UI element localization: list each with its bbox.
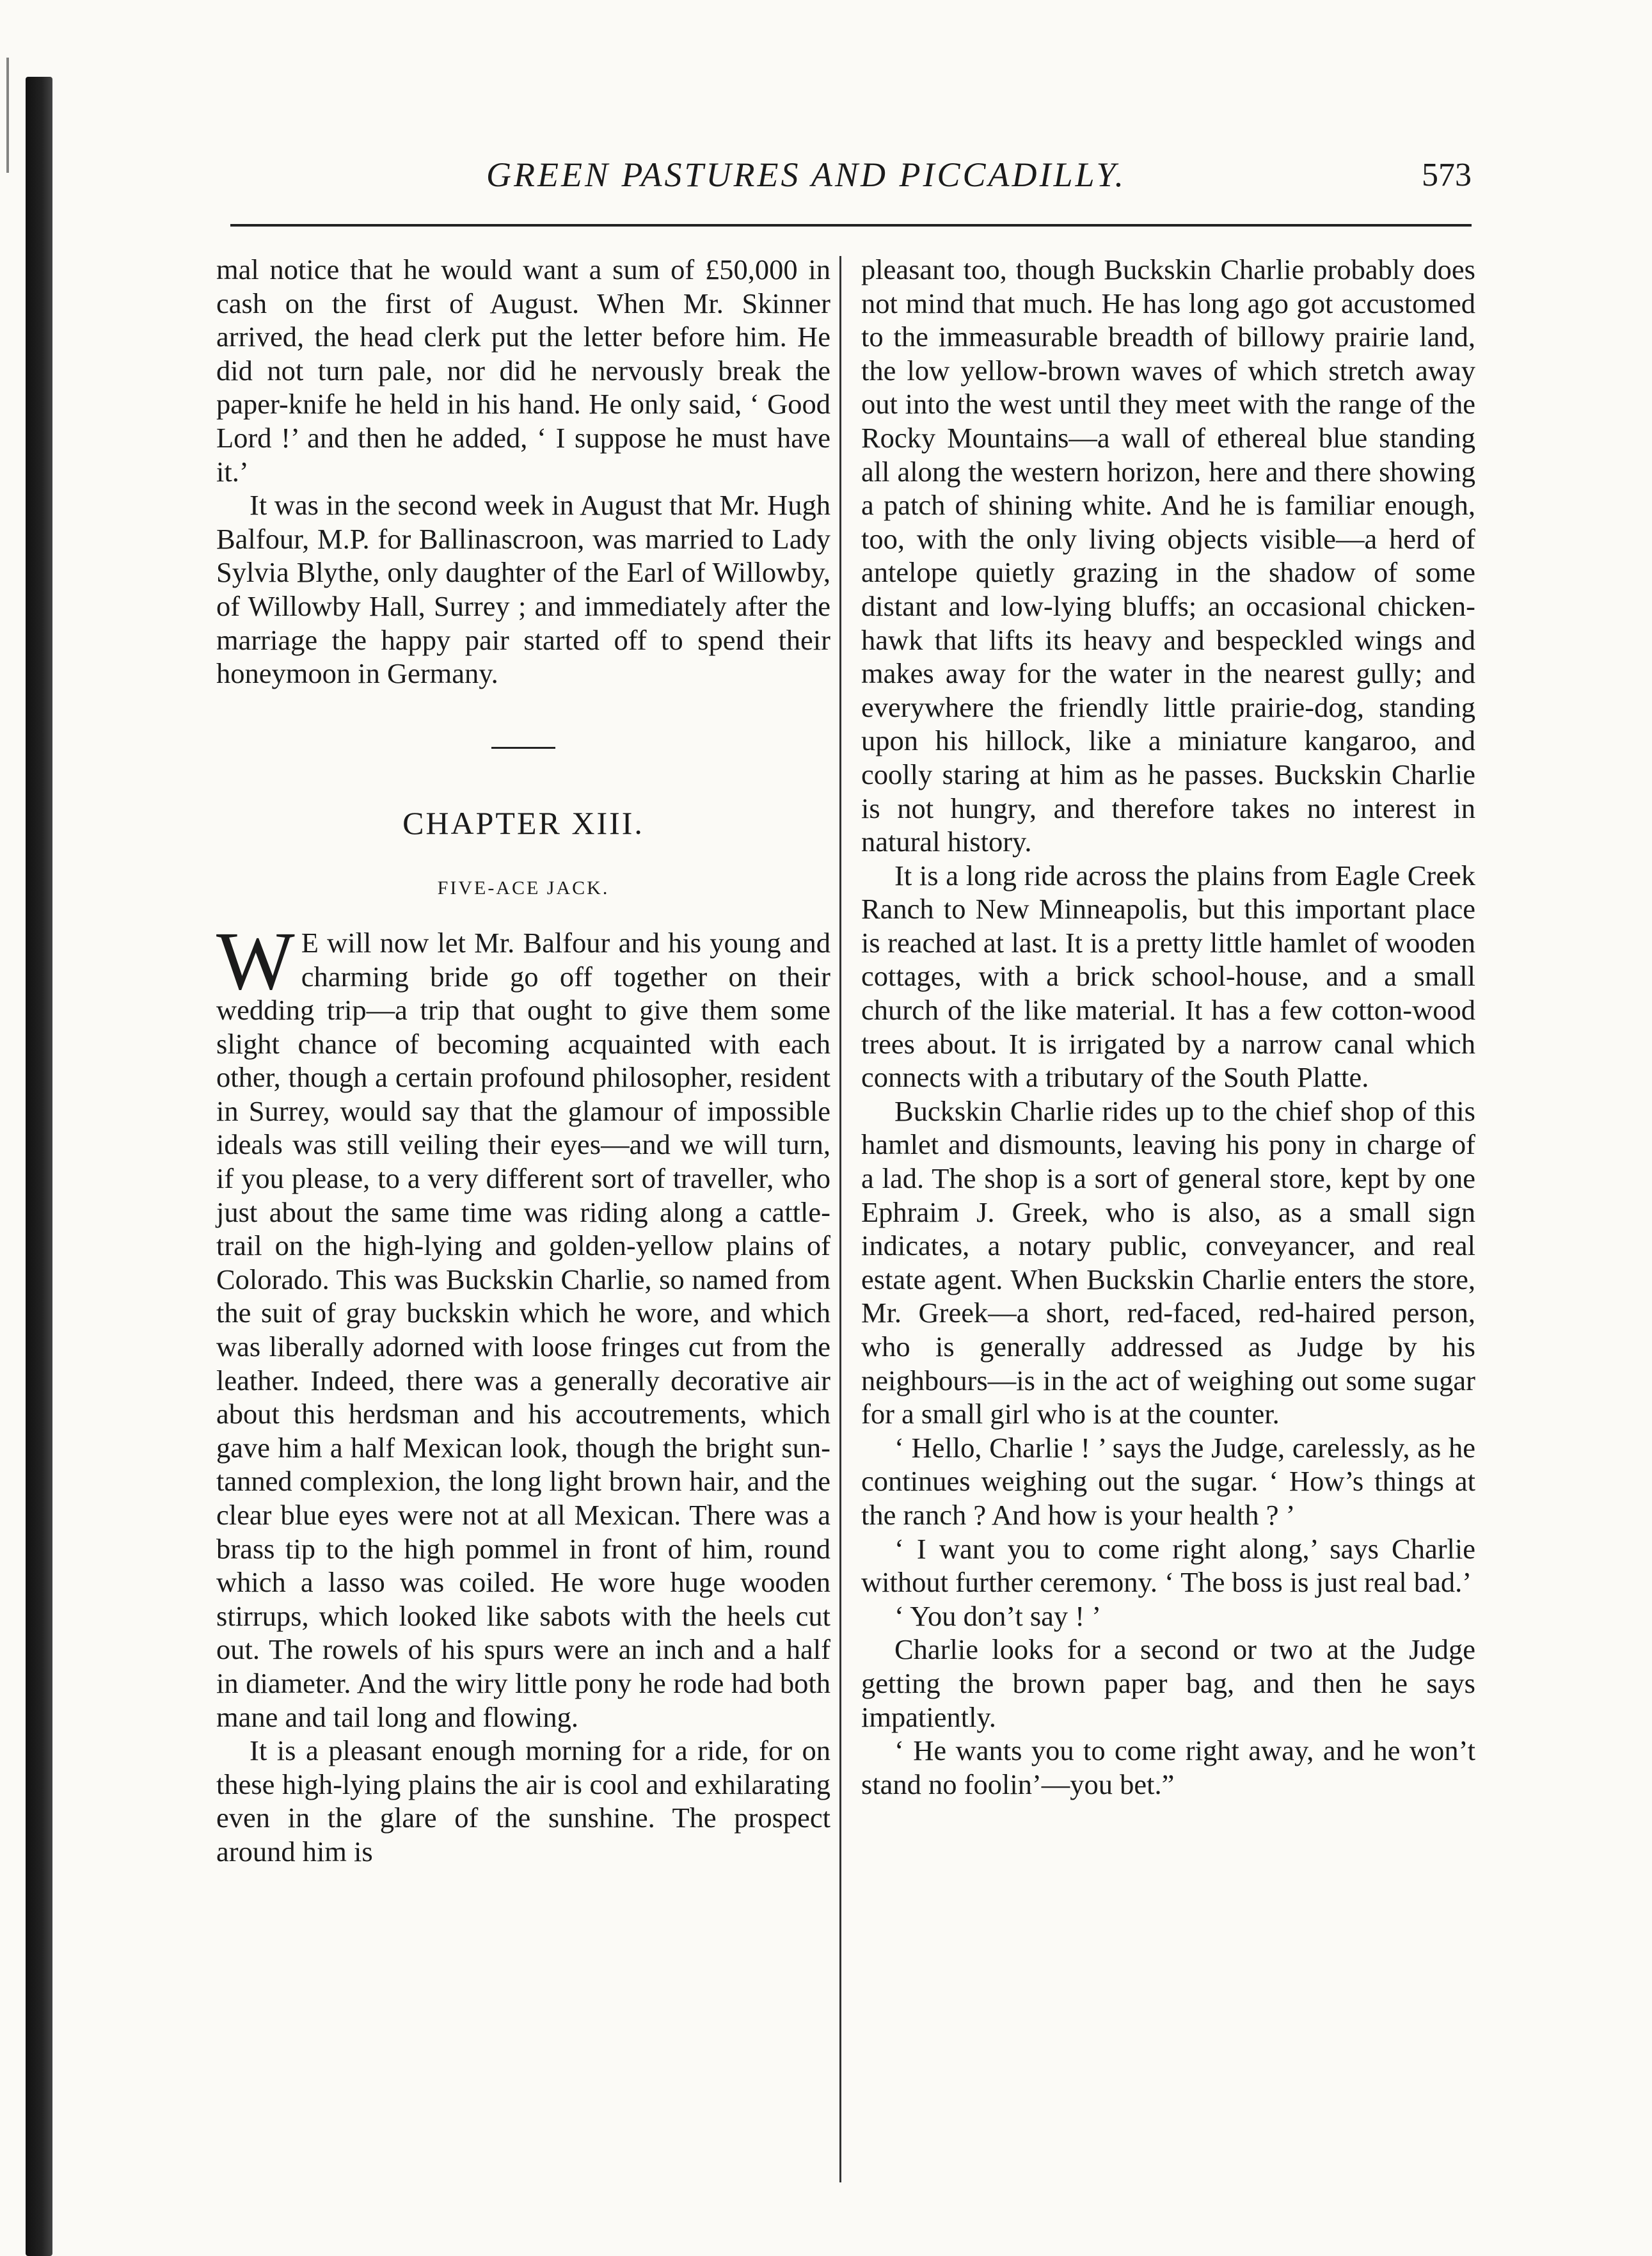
running-head: GREEN PASTURES AND PICCADILLY. — [486, 156, 1127, 194]
paragraph: Charlie looks for a second or two at the Judge getting the brown paper bag, and then he says impatiently. — [861, 1633, 1475, 1733]
paragraph: Buckskin Charlie rides up to the chief shop of this hamlet and dismounts, leaving his pony in charge of a lad. The shop is a sort of general store, kept by one Ephraim J. Greek, who is also, as a small sign indicates, a notary public, conveyancer, and real estate agent. When Buckskin Charlie enters the store, Mr. Greek—a short, red-faced, red-haired person, who is generally addressed as Judge by his neighbours—is in the act of weighing out some sugar for a small girl who is at the counter. — [861, 1094, 1475, 1430]
page-number: 573 — [1422, 157, 1472, 193]
page-edge-mark — [6, 58, 15, 173]
paragraph: ‘ You don’t say ! ’ — [894, 1599, 1102, 1632]
paragraph: It was in the second week in August that Mr. Hugh Balfour, M.P. for Ballinascroon, was married to Lady Sylvia Blythe, only daughter of the Earl of Willowby, of Willowby Hall, Surrey ; and immediately after the marriage the happy pair started off to spend their honeymoon in Germany. — [216, 489, 830, 690]
paragraph: It is a pleasant enough morning for a ride, for on these high-lying plains the air is cool and exhilarating even in the glare of the sunshine. The prospect around him is — [216, 1734, 830, 1868]
paragraph: ‘ Hello, Charlie ! ’ says the Judge, carelessly, as he continues weighing out the sugar. ‘ How’s things at the ranch ? And how is your health ? ’ — [861, 1431, 1475, 1531]
header-rule — [230, 224, 1472, 227]
paragraph-text: E will now let Mr. Balfour and his young and charming bride go off together on their wedding trip—a trip that ought to give them some slight chance of becoming acquainted with each other, though a certain profound philosopher, resident in Surrey, would say that the glamour of impossible ideals was still veiling their eyes—and we will turn, if you please, to a very different sort of traveller, who just about the same time was riding along a cattle-trail on the high-lying and golden-yellow plains of Colorado. This was Buckskin Charlie, so named from the suit of gray buckskin which he wore, and which was liberally adorned with loose fringes cut from the leather. Indeed, there was a generally decorative air about this herdsman and his accoutrements, which gave him a half Mexican look, though the bright sun-tanned complexion, the long light brown hair, and the clear blue eyes were not at all Mexican. There was a brass tip to the high pommel in front of him, round which a lasso was coiled. He wore huge wooden stirrups, which looked like sabots with the heels cut out. The rowels of his spurs were an inch and a half in diameter. And the wiry little pony he rode had both mane and tail long and flowing. — [216, 926, 830, 1733]
section-separator — [491, 747, 555, 749]
paragraph: ‘ I want you to come right along,’ says Charlie without further ceremony. ‘ The boss is just real bad.’ — [861, 1532, 1475, 1599]
left-column — [216, 253, 830, 1869]
paragraph: mal notice that he would want a sum of £50,000 in cash on the first of August. When Mr. Skinner arrived, the head clerk put the letter before him. He did not turn pale, nor did he nervously break the paper-knife he held in his hand. He only said, ‘ Good Lord !’ and then he added, ‘ I suppose he must have it.’ — [216, 253, 830, 488]
paragraph: It is a long ride across the plains from Eagle Creek Ranch to New Minneapolis, but this important place is reached at last. It is a pretty little hamlet of wooden cottages, with a brick school-house, and a small church of the like material. It has a few cotton-wood trees about. It is irrigated by a narrow canal which connects with a tributary of the South Platte. — [861, 859, 1475, 1094]
book-binding-edge — [26, 77, 52, 2256]
page-header — [218, 147, 1472, 205]
chapter-subtitle: FIVE-ACE JACK. — [437, 877, 610, 899]
paragraph: ‘ He wants you to come right away, and he won’t stand no foolin’—you bet.” — [861, 1734, 1475, 1800]
right-column — [861, 253, 1475, 1801]
column-divider — [839, 256, 841, 2182]
drop-cap: W — [216, 915, 295, 1007]
chapter-opening-paragraph — [216, 915, 830, 1734]
paragraph: pleasant too, though Buckskin Charlie probably does not mind that much. He has long ago got accustomed to the immeasurable breadth of billowy prairie land, the low yellow-brown waves of which stretch away out into the west until they meet with the range of the Rocky Mountains—a wall of ethereal blue standing all along the western horizon, here and there showing a patch of shining white. And he is familiar enough, too, with the only living objects visible—a herd of antelope quietly grazing in the shadow of some distant and low-lying bluffs; an occasional chicken-hawk that lifts its heavy and bespeckled wings and makes away for the water in the nearest gully; and everywhere the friendly little prairie-dog, standing upon his hillock, like a miniature kangaroo, and coolly staring at him as he passes. Buckskin Charlie is not hungry, and therefore takes no interest in natural history. — [861, 253, 1475, 858]
chapter-title: CHAPTER XIII. — [402, 804, 644, 841]
